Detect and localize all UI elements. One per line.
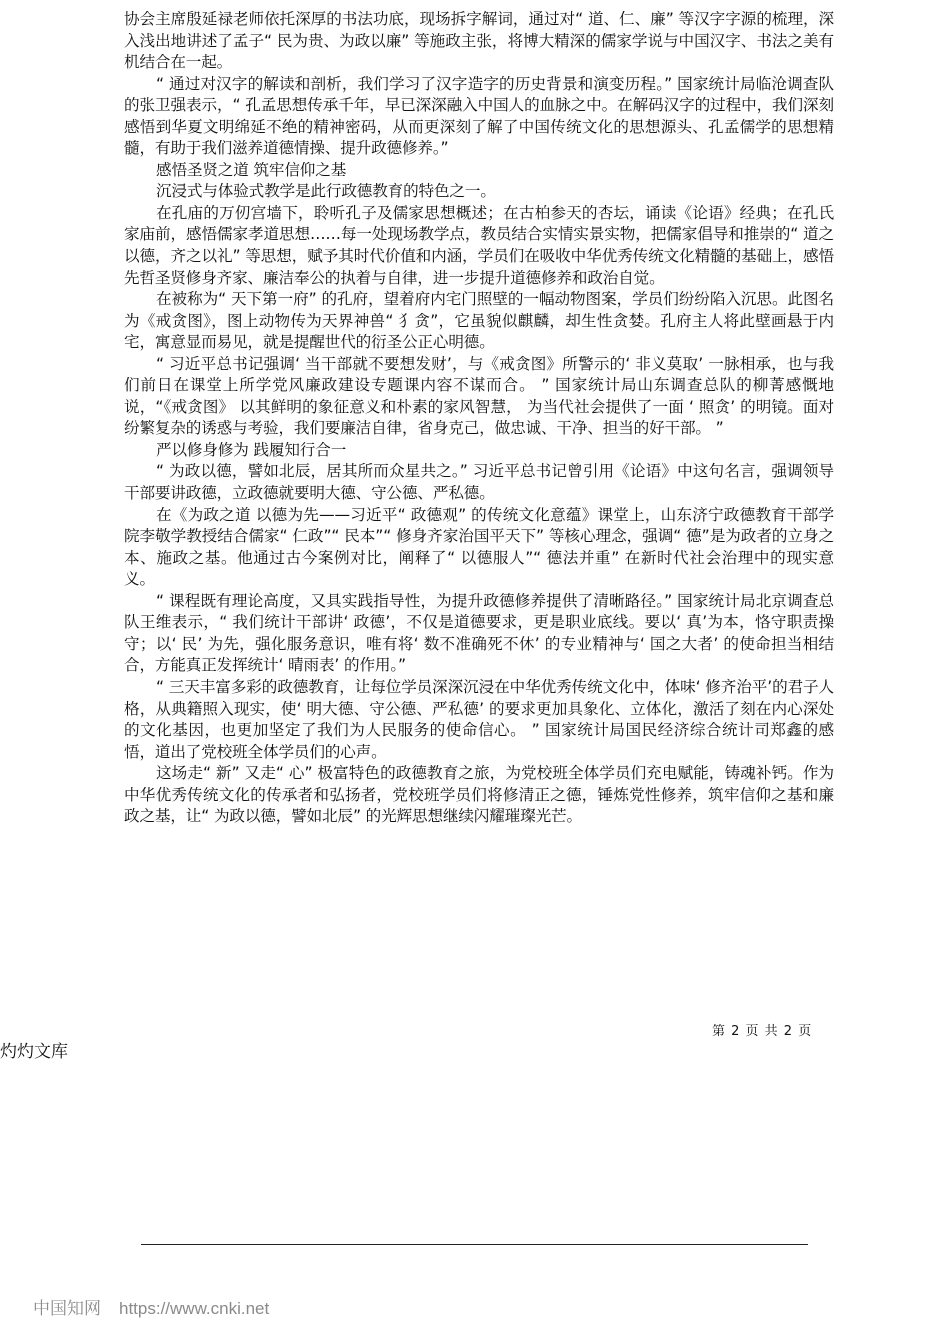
source-url[interactable]: https://www.cnki.net (119, 1299, 270, 1318)
paragraph-8: 在《为政之道 以德为先——习近平“ 政德观” 的传统文化意蕴》课堂上，山东济宁政德教育干部学院李敬学教授结合儒家“ 仁政”“ 民本”“ 修身齐家治国平天下” 等核心理念，强调“ 德”是为政者的立身之本、施政之基。他通过古今案例对比，阐释了“ 以德服人”“ 德法并重” 在新时代社会治理中的现实意义。 (124, 505, 834, 589)
paragraph-9: “ 课程既有理论高度，又具实践指导性，为提升政德修养提供了清晰路径。” 国家统计局北京调查总队王维表示，“ 我们统计干部讲‘ 政德’，不仅是道德要求，更是职业底线。要以‘ 真’为本，恪守职责操守；以‘ 民’ 为先，强化服务意识，唯有将‘ 数不准确死不休’ 的专业精神与‘ 国之大者’ 的使命担当相结合，方能真正发挥统计‘ 晴雨表’ 的作用。” (124, 591, 834, 675)
paragraph-1: 协会主席殷延禄老师依托深厚的书法功底，现场拆字解词，通过对“ 道、仁、廉” 等汉字字源的梳理，深入浅出地讲述了孟子“ 民为贵、为政以廉” 等施政主张，将博大精深的儒家学说与中国汉字、书法之美有机结合在一起。 (124, 10, 834, 72)
source-site-name: 中国知网 (33, 1299, 101, 1318)
library-name: 灼灼文库 (0, 1042, 68, 1062)
section-heading-1: 感悟圣贤之道 筑牢信仰之基 (156, 160, 347, 179)
section-heading-2: 严以修身修为 践履知行合一 (156, 440, 347, 459)
footer-divider (141, 1244, 808, 1245)
paragraph-6: “ 习近平总书记强调‘ 当干部就不要想发财’，与《戒贪图》所警示的‘ 非义莫取’ 一脉相承，也与我们前日在课堂上所学党风廉政建设专题课内容不谋而合。 ” 国家统计局山东调查总队的柳菁感慨地说，“《戒贪图》 以其鲜明的象征意义和朴素的家风智慧， 为当代社会提供了一面 ‘ 照贪’ 的明镜。面对纷繁复杂的诱惑与考验，我们要廉洁自律，省身克己，做忠诚、干净、担当的好干部。 ” (124, 354, 834, 438)
paragraph-5: 在被称为“ 天下第一府” 的孔府，望着府内宅门照壁的一幅动物图案，学员们纷纷陷入沉思。此图名为《戒贪图》，图上动物传为天界神兽“ 犭贪”，它虽貌似麒麟，却生性贪婪。孔府主人将此壁画悬于内宅，寓意显而易见，就是提醒世代的衍圣公正心明德。 (124, 290, 834, 352)
source-watermark (33, 1294, 269, 1319)
paragraph-3: 沉浸式与体验式教学是此行政德教育的特色之一。 (156, 182, 496, 201)
paragraph-7: “ 为政以德，譬如北辰，居其所而众星共之。” 习近平总书记曾引用《论语》中这句名言，强调领导干部要讲政德，立政德就要明大德、守公德、严私德。 (124, 462, 834, 503)
paragraph-11: 这场走“ 新” 又走“ 心” 极富特色的政德教育之旅，为党校班全体学员们充电赋能，铸魂补钙。作为中华优秀传统文化的传承者和弘扬者，党校班学员们将修清正之德，锤炼党性修养，筑牢信仰之基和廉政之基，让“ 为政以德，譬如北辰” 的光辉思想继续闪耀璀璨光芒。 (124, 764, 834, 826)
page-number: 第 2 页 共 2 页 (712, 1024, 813, 1039)
paragraph-4: 在孔庙的万仞宫墙下，聆听孔子及儒家思想概述；在古柏参天的杏坛，诵读《论语》经典；在孔氏家庙前，感悟儒家孝道思想……每一处现场教学点，教员结合实情实景实物，把儒家倡导和推崇的“ 道之以德，齐之以礼” 等思想，赋予其时代价值和内涵，学员们在吸收中华优秀传统文化精髓的基础上，感悟先哲圣贤修身齐家、廉洁奉公的执着与自律，进一步提升道德修养和政治自觉。 (124, 203, 834, 287)
document-body (124, 9, 834, 828)
paragraph-10: “ 三天丰富多彩的政德教育，让每位学员深深沉浸在中华优秀传统文化中，体味‘ 修齐治平’的君子人格，从典籍照入现实，使‘ 明大德、守公德、严私德’ 的要求更加具象化、立体化，激活了刻在内心深处的文化基因，也更加坚定了我们为人民服务的使命信心。 ” 国家统计局国民经济综合统计司郑鑫的感悟，道出了党校班全体学员们的心声。 (124, 677, 834, 761)
paragraph-2: “ 通过对汉字的解读和剖析，我们学习了汉字造字的历史背景和演变历程。” 国家统计局临沧调查队的张卫强表示，“ 孔孟思想传承千年，早已深深融入中国人的血脉之中。在解码汉字的过程中，我们深刻感悟到华夏文明绵延不绝的精神密码，从而更深刻了解了中国传统文化的思想源头、孔孟儒学的思想精髓，有助于我们滋养道德情操、提升政德修养。” (124, 74, 834, 158)
